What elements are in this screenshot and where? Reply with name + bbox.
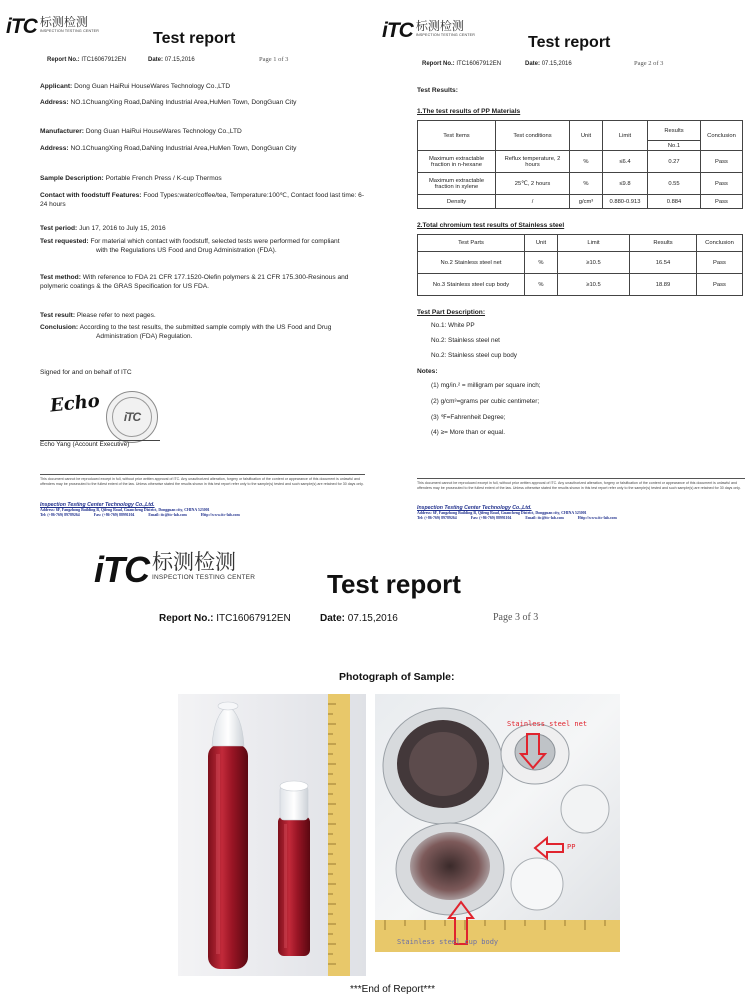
list-item: No.2: Stainless steel net: [431, 337, 500, 344]
th-unit: Unit: [570, 121, 603, 151]
list-item: (4) ≥= More than or equal.: [431, 428, 506, 436]
logo-cn: 标测检测: [152, 550, 236, 574]
table-row: No.3 Stainless steel cup body % ≥10.5 18.89 Pass: [418, 274, 743, 296]
th-limit: Limit: [603, 121, 648, 151]
photo-title: Photograph of Sample:: [339, 671, 455, 683]
list-item: No.2: Stainless steel cup body: [431, 352, 517, 359]
logo-mark: iTC: [94, 549, 149, 590]
logo-en: INSPECTION TESTING CENTER: [415, 33, 476, 37]
label-stainless-steel-net: Stainless steel net: [507, 720, 588, 728]
th-conclusion: Conclusion: [701, 121, 743, 151]
report-title: Test report: [153, 30, 236, 47]
logo-mark: iTC: [6, 15, 37, 38]
test-method: Test method: With reference to FDA 21 CFR 177.1520-Olefin polymers & 21 CFR 175.300-Resinous and polymeric coatings & the GRAS Specification for US FDA.: [40, 274, 349, 290]
notes-title: Notes:: [417, 368, 438, 375]
notes-list: [431, 382, 541, 444]
applicant-address: Address: NO.1ChuangXing Road,DaNing Industrial Area,HuMen Town, DongGuan City: [40, 99, 297, 106]
footer-rule: [40, 474, 365, 475]
report-date: Date: 07.15,2016: [525, 61, 572, 67]
sample-photo-thermoses: [178, 694, 366, 976]
sample-photo-parts: [375, 694, 620, 952]
report-meta: Report No.: ITC16067912EN: [159, 613, 291, 624]
label-pp: PP: [567, 843, 576, 851]
footer-company: Inspection Testing Center Technology Co.,Ltd.: [40, 502, 155, 508]
page-2: [378, 0, 750, 530]
page-number: Page 1 of 3: [259, 56, 289, 63]
signer-name: Echo Yang (Account Executive): [40, 441, 130, 448]
th-unit: Unit: [525, 235, 558, 252]
footer-disclaimer: This document cannot be reproduced except in full, without prior written approval of ITC. Any unauthorized alteration, forgery or falsification of the content or appearance of this document is unlawful and offenders may be prosecuted to the fullest extent of the law. Unless otherwise stated the results shown in this test report refer only to the sample(s) tested and such sample(s) are retained for 30 days only.: [40, 477, 364, 486]
logo-cn: 标测检测: [39, 15, 88, 29]
page-number: Page 2 of 3: [634, 60, 664, 67]
chromium-section-title: 2.Total chromium test results of Stainless steel: [417, 222, 565, 229]
report-title: Test report: [528, 34, 611, 51]
footer-block: [417, 505, 745, 522]
thermos-illustration: [178, 694, 366, 976]
table-row: Maximum extractable fraction in xylene 25℃, 2 hours % ≤9.8 0.55 Pass: [418, 173, 743, 195]
itc-logo: [94, 549, 256, 590]
report-date: Date: 07.15,2016: [320, 613, 398, 624]
page-number: Page 3 of 3: [493, 612, 539, 623]
th-test-items: Test Items: [418, 121, 496, 151]
th-results: Results: [630, 235, 697, 252]
test-requested: Test requested: For material which contact with foodstuff, selected tests were performed for compliant with the Regulations US Food and Drug Administration (FDA).: [40, 238, 340, 254]
th-no1: No.1: [648, 141, 701, 151]
label-stainless-steel-cup-body: Stainless steel cup body: [397, 938, 499, 946]
test-results-label: Test Results:: [417, 87, 458, 94]
itc-logo: [382, 20, 475, 41]
test-period: Test period: Jun 17, 2016 to July 15, 2016: [40, 225, 166, 232]
list-item: (3) ℉=Fahrenheit Degree;: [431, 414, 506, 421]
signed-line: Signed for and on behalf of ITC: [40, 369, 132, 376]
sample-description: Sample Description: Portable French Press / K-cup Thermos: [40, 175, 222, 182]
part-description-list: [431, 322, 517, 367]
test-result: Test result: Please refer to next pages.: [40, 312, 156, 319]
footer-rule: [417, 478, 745, 479]
list-item: No.1: White PP: [431, 322, 475, 329]
list-item: (2) g/cm³=grams per cubic centimeter;: [431, 397, 540, 405]
contact-features: Contact with foodstuff Features: Food Types:water/coffee/tea, Temperature:100℃, Contact food last time: 6-24 hours: [40, 192, 365, 208]
logo-en: INSPECTION TESTING CENTER: [39, 29, 100, 33]
report-title: Test report: [327, 569, 461, 599]
logo-en: INSPECTION TESTING CENTER: [152, 574, 256, 581]
footer-company: Inspection Testing Center Technology Co.,Ltd.: [417, 505, 532, 511]
th-test-conditions: Test conditions: [496, 121, 570, 151]
stamp-logo: iTC: [123, 410, 141, 424]
footer-address: Address: 6F, Fangzhong Building B, Qifeng Road, Guancheng District, Dongguan city, CHINA 523001: [40, 508, 210, 512]
manufacturer: Manufacturer: Dong Guan HaiRui HouseWares Technology Co.,LTD: [40, 128, 242, 135]
footer-disclaimer: This document cannot be reproduced except in full, without prior written approval of ITC. Any unauthorized alteration, forgery or falsification of the content or appearance of this document is unlawful and offenders may be prosecuted to the fullest extent of the law. Unless otherwise stated the results shown in this test report refer only to the sample(s) tested and such sample(s) are retained for 30 days only.: [417, 481, 741, 490]
footer-contacts: Tel: (+86-769) 89789264 Fax: (+86-769) 88991104 Email: itc@itc-lab.com Http://www.itc-lab.com: [417, 516, 617, 521]
logo-mark: iTC: [382, 19, 413, 42]
chromium-results-table: [417, 234, 743, 296]
page-1: [0, 0, 372, 530]
applicant: Applicant: Dong Guan HaiRui HouseWares Technology Co.,LTD: [40, 83, 231, 90]
footer-contacts: Tel: (+86-769) 89789264 Fax: (+86-769) 88991104 Email: itc@itc-lab.com Http://www.itc-lab.com: [40, 513, 240, 518]
report-meta: Report No.: ITC16067912EN: [47, 57, 127, 63]
logo-cn: 标测检测: [415, 19, 464, 33]
part-description-title: Test Part Description:: [417, 309, 486, 316]
end-of-report: ***End of Report***: [350, 984, 436, 995]
footer-block: [40, 502, 365, 519]
table-row: Density / g/cm³ 0.880-0.913 0.884 Pass: [418, 195, 743, 209]
pp-results-table: [417, 120, 743, 209]
th-limit: Limit: [558, 235, 630, 252]
manufacturer-address: Address: NO.1ChuangXing Road,DaNing Industrial Area,HuMen Town, DongGuan City: [40, 145, 297, 152]
itc-logo: [6, 16, 99, 37]
report-date: Date: 07.15,2016: [148, 57, 195, 63]
report-meta: Report No.: ITC16067912EN: [422, 61, 502, 67]
table-row: Maximum extractable fraction in n-hexane Reflux temperature, 2 hours % ≤6.4 0.27 Pass: [418, 151, 743, 173]
th-test-parts: Test Parts: [418, 235, 525, 252]
signature: Echo: [49, 390, 101, 417]
list-item: (1) mg/in.² = milligram per square inch;: [431, 382, 541, 389]
parts-illustration: [375, 694, 620, 952]
page-3: [0, 540, 750, 1000]
conclusion: Conclusion: According to the test results, the submitted sample comply with the US Food and Drug Administration (FDA) Regulation.: [40, 324, 332, 340]
footer-address: Address: 6F, Fangzhong Building B, Qifeng Road, Guancheng District, Dongguan city, CHINA 523001: [417, 511, 587, 515]
th-results: Results: [648, 121, 701, 141]
th-conclusion: Conclusion: [697, 235, 743, 252]
company-stamp: [106, 391, 158, 443]
pp-section-title: 1.The test results of PP Materials: [417, 108, 521, 115]
table-row: No.2 Stainless steel net % ≥10.5 16.54 Pass: [418, 252, 743, 274]
